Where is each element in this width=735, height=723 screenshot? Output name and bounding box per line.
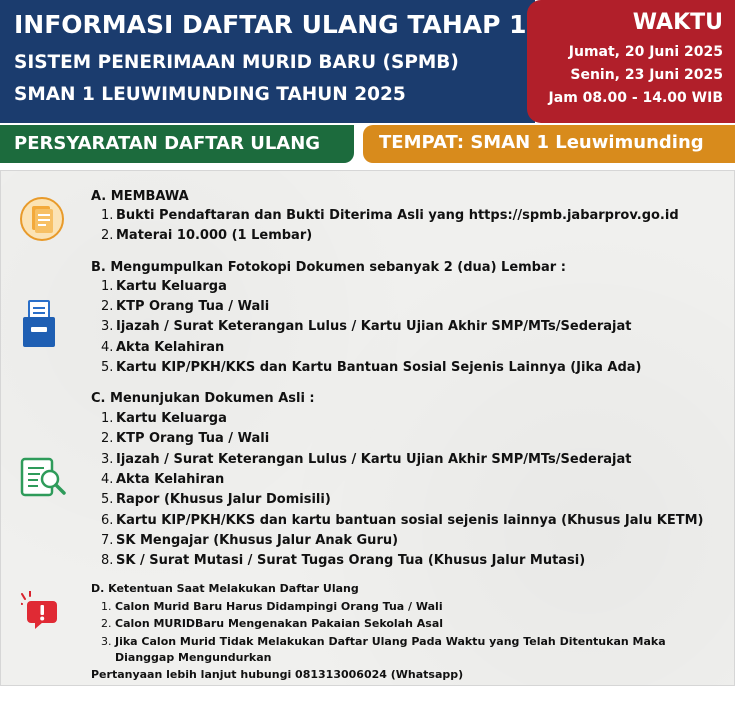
list-item: 7. SK Mengajar (Khusus Jalur Anak Guru): [101, 533, 399, 548]
waktu-title: WAKTU: [632, 10, 723, 35]
list-item-continuation: Dianggap Mengundurkan: [115, 651, 272, 664]
list-item: 5. Kartu KIP/PKH/KKS dan Kartu Bantuan Sosial Sejenis Lainnya (Jika Ada): [101, 360, 642, 375]
list-item: 3. Ijazah / Surat Keterangan Lulus / Kartu Ujian Akhir SMP/MTs/Sederajat: [101, 452, 632, 467]
page-title: INFORMASI DAFTAR ULANG TAHAP 1: [14, 10, 527, 39]
waktu-hours: Jam 08.00 - 14.00 WIB: [548, 90, 723, 106]
location-bar: [363, 125, 735, 163]
warning-alert-icon: [21, 591, 65, 635]
header-subtitle-school: SMAN 1 LEUWIMUNDING TAHUN 2025: [14, 84, 406, 105]
waktu-date-1: Jumat, 20 Juni 2025: [568, 44, 723, 60]
list-item: 8. SK / Surat Mutasi / Surat Tugas Orang Tua (Khusus Jalur Mutasi): [101, 553, 586, 568]
list-item: 1. Kartu Keluarga: [101, 279, 227, 294]
list-item: 1. Bukti Pendaftaran dan Bukti Diterima Asli yang https://spmb.jabarprov.go.id: [101, 208, 679, 223]
requirements-label: PERSYARATAN DAFTAR ULANG: [14, 133, 321, 154]
section-d-title: D. Ketentuan Saat Melakukan Daftar Ulang: [91, 582, 359, 595]
section-a-title: A. MEMBAWA: [91, 189, 189, 204]
list-item: 5. Rapor (Khusus Jalur Domisili): [101, 492, 331, 507]
waktu-date-2: Senin, 23 Juni 2025: [570, 67, 723, 83]
requirements-bar: [0, 123, 354, 163]
list-item: 1. Calon Murid Baru Harus Didampingi Orang Tua / Wali: [101, 600, 443, 613]
list-item: 2. KTP Orang Tua / Wali: [101, 431, 270, 446]
list-item: 4. Akta Kelahiran: [101, 472, 225, 487]
list-item: 3. Jika Calon Murid Tidak Melakukan Daftar Ulang Pada Waktu yang Telah Ditentukan Maka: [101, 635, 666, 648]
waktu-panel: [527, 0, 735, 123]
list-item: 2. Calon MURIDBaru Mengenakan Pakaian Sekolah Asal: [101, 617, 444, 630]
file-cabinet-icon: [21, 299, 57, 353]
list-item: 1. Kartu Keluarga: [101, 411, 227, 426]
list-item: 2. Materai 10.000 (1 Lembar): [101, 228, 313, 243]
requirements-content: [0, 170, 735, 686]
list-item: 3. Ijazah / Surat Keterangan Lulus / Kartu Ujian Akhir SMP/MTs/Sederajat: [101, 319, 632, 334]
section-c-title: C. Menunjukan Dokumen Asli :: [91, 391, 315, 406]
list-item: 4. Akta Kelahiran: [101, 340, 225, 355]
document-stack-icon: [19, 196, 65, 246]
contact-footer: Pertanyaan lebih lanjut hubungi 081313006024 (Whatsapp): [91, 668, 464, 681]
section-b-title: B. Mengumpulkan Fotokopi Dokumen sebanyak 2 (dua) Lembar :: [91, 260, 566, 275]
list-item: 2. KTP Orang Tua / Wali: [101, 299, 270, 314]
header-panel: [0, 0, 535, 123]
location-label: TEMPAT: SMAN 1 Leuwimunding: [379, 132, 704, 153]
list-item: 6. Kartu KIP/PKH/KKS dan kartu bantuan sosial sejenis lainnya (Khusus Jalu KETM): [101, 513, 704, 528]
header-subtitle-spmb: SISTEM PENERIMAAN MURID BARU (SPMB): [14, 52, 459, 73]
document-search-icon: [19, 456, 67, 502]
